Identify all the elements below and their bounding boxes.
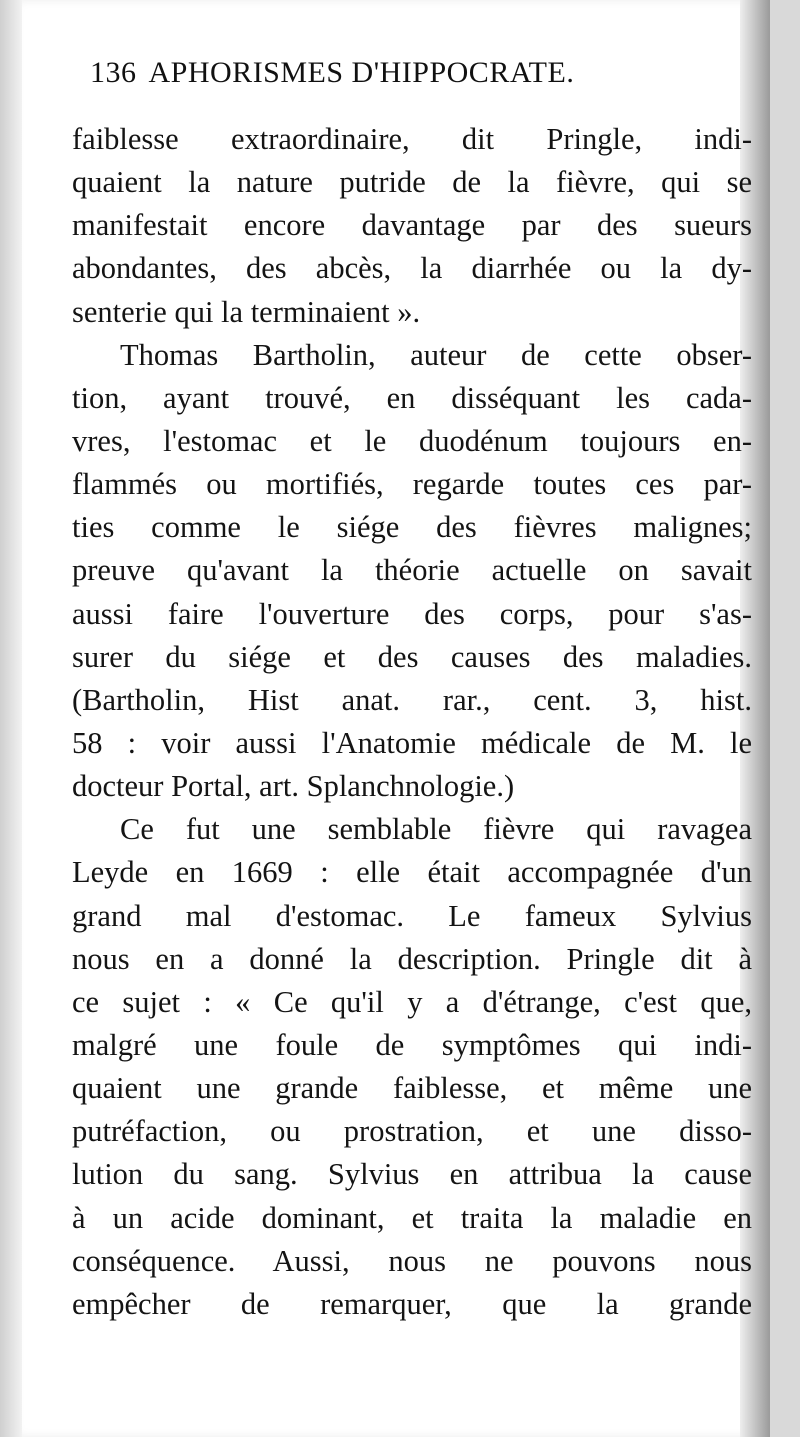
text-line: abondantes, des abcès, la diarrhée ou la dy- (72, 251, 752, 286)
text-line: surer du siége et des causes des maladies. (72, 639, 752, 674)
text-line: quaient la nature putride de la fièvre, qui se (72, 165, 752, 200)
text-line: empêcher de remarquer, que la grande (72, 1286, 752, 1321)
page-number: 136 (90, 56, 137, 89)
text-line: preuve qu'avant la théorie actuelle on savait (72, 553, 752, 588)
text-line: nous en a donné la description. Pringle dit à (72, 941, 752, 976)
text-line: malgré une foule de symptômes qui indi- (72, 1027, 752, 1062)
text-line: à un acide dominant, et traita la maladie en (72, 1200, 752, 1235)
text-line: conséquence. Aussi, nous ne pouvons nous (72, 1243, 752, 1278)
paragraph-first-line: Ce fut une semblable fièvre qui ravagea (120, 812, 752, 847)
text-line: grand mal d'estomac. Le fameux Sylvius (72, 898, 752, 933)
running-head (90, 56, 574, 90)
book-gutter (0, 0, 22, 1437)
paragraph-first-line: Thomas Bartholin, auteur de cette obser- (120, 337, 752, 372)
text-line: flammés ou mortifiés, regarde toutes ces par- (72, 467, 752, 502)
text-line: aussi faire l'ouverture des corps, pour s'as- (72, 596, 752, 631)
body-text (72, 118, 752, 1326)
text-line: ce sujet : « Ce qu'il y a d'étrange, c'est que, (72, 984, 752, 1019)
text-line: faiblesse extraordinaire, dit Pringle, indi- (72, 122, 752, 156)
text-line: quaient une grande faiblesse, et même une (72, 1071, 752, 1106)
text-line: ties comme le siége des fièvres malignes; (72, 510, 752, 545)
running-title: APHORISMES D'HIPPOCRATE. (148, 56, 575, 89)
text-line: putréfaction, ou prostration, et une disso- (72, 1114, 752, 1149)
text-line: docteur Portal, art. Splanchnologie.) (72, 769, 515, 804)
text-line: Leyde en 1669 : elle était accompagnée d'un (72, 855, 752, 890)
text-line: (Bartholin, Hist anat. rar., cent. 3, hist. (72, 682, 752, 717)
text-line: senterie qui la terminaient ». (72, 294, 421, 329)
text-line: tion, ayant trouvé, en disséquant les cada- (72, 380, 752, 415)
text-line: vres, l'estomac et le duodénum toujours en- (72, 423, 752, 458)
text-line: lution du sang. Sylvius en attribua la cause (72, 1157, 752, 1192)
text-line: 58 : voir aussi l'Anatomie médicale de M. le (72, 725, 752, 760)
text-line: manifestait encore davantage par des sueurs (72, 208, 752, 243)
